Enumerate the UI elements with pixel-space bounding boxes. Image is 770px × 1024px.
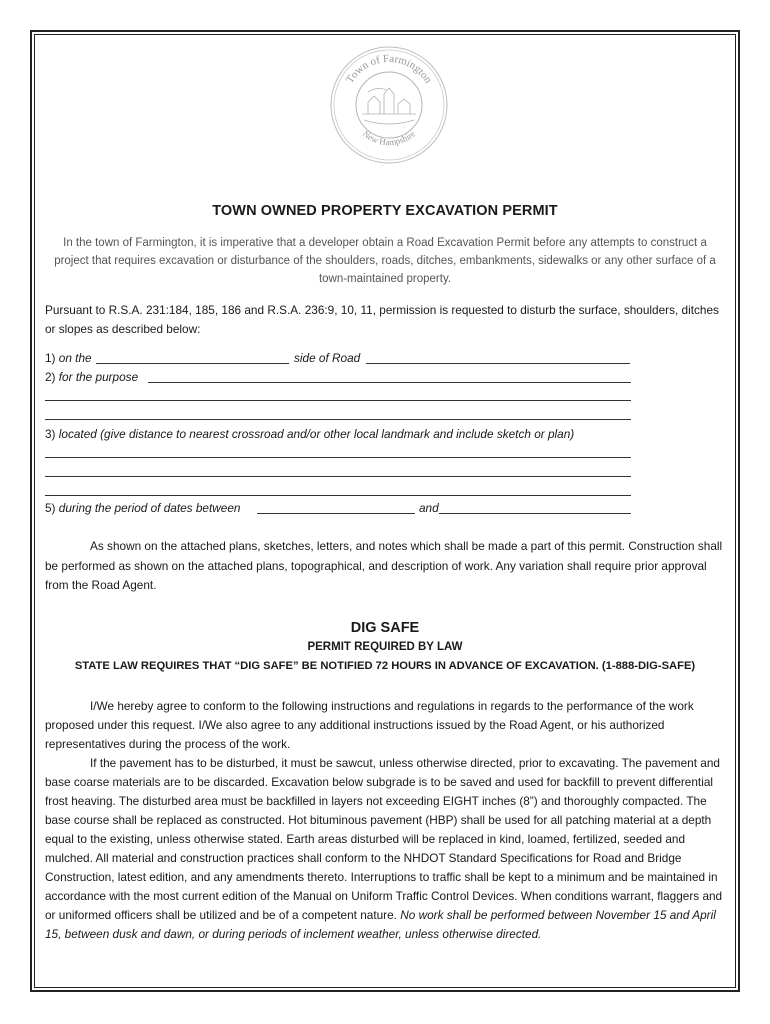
field-1-road-input[interactable]	[366, 350, 630, 364]
field-5-end-date-input[interactable]	[439, 500, 631, 514]
field-5-number: 5)	[45, 501, 59, 515]
dig-safe-heading: DIG SAFE	[350, 620, 420, 636]
field-3-line-3[interactable]	[45, 495, 631, 496]
field-3-label: located (give distance to nearest crossroad and/or other local landmark and include sketch or plan)	[58, 427, 575, 441]
field-1-row	[45, 350, 633, 366]
field-2-row	[45, 369, 633, 385]
svg-text:Town of Farmington	[344, 53, 435, 86]
pavement-text-block	[45, 754, 725, 944]
dig-safe-subheading: PERMIT REQUIRED BY LAW	[307, 641, 463, 653]
plans-paragraph	[45, 537, 725, 596]
field-1-mid-label: side of Road	[294, 351, 361, 365]
page-title: TOWN OWNED PROPERTY EXCAVATION PERMIT	[212, 203, 558, 219]
field-2-number: 2)	[45, 370, 59, 384]
agreement-text: I/We hereby agree to conform to the following instructions and regulations in regards to the performance of the work proposed under this request. I/We also agree to any additional instructions issued by the Road Agent, or his authorized representatives during the process of the work.	[45, 699, 694, 751]
field-2-line-2[interactable]	[45, 400, 631, 401]
plans-text: As shown on the attached plans, sketches, letters, and notes which shall be made a part of this permit. Construction shall be performed as shown on the attached plans, topographical, and description of work. Any variation shall require prior approval from the Road Agent.	[45, 539, 723, 592]
pursuant-paragraph: Pursuant to R.S.A. 231:184, 185, 186 and R.S.A. 236:9, 10, 11, permission is requested to disturb the surface, shoulders, ditches or slopes as described below:	[45, 303, 719, 336]
field-5-label: during the period of dates between	[58, 501, 241, 515]
field-5-row	[45, 500, 633, 516]
field-1-side-input[interactable]	[96, 350, 289, 364]
field-2-purpose-input[interactable]	[148, 369, 631, 383]
svg-text:New Hampshire	[361, 129, 417, 148]
pavement-text: If the pavement has to be disturbed, it must be sawcut, unless otherwise directed, prior to excavating. The pavement and base coarse materials are to be discarded. Excavation below subgrade is to be saved and used for backfill to prevent differential frost heaving. The disturbed area must be backfilled in layers not exceeding EIGHT inches (8”) and thoroughly compacted. The base course shall be replaced as constructed. Hot bituminous pavement (HBP) shall be used for all patching material at a depth equal to the existing, unless otherwise stated. Earth areas disturbed will be replaced in kind, loamed, fertilized, seeded and mulched. All material and construction practices shall conform to the NHDOT Standard Specifications for Road and Bridge Construction, latest edition, and any amendments thereto. Interruptions to traffic shall be kept to a minimum and be maintained in accordance with the most current edition of the Manual on Uniform Traffic Control Devices. When conditions warrant, flaggers and or uniformed officers shall be utilized and be of a competent nature.	[45, 756, 723, 922]
pavement-restriction-text: No work shall be performed between November 15 and April 15, between dusk and dawn, or during periods of inclement weather, unless otherwise directed.	[45, 908, 716, 941]
field-2-label: for the purpose	[58, 370, 139, 384]
seal-top-text: Town of Farmington	[343, 52, 435, 86]
field-3-row	[45, 426, 633, 442]
field-1-label: on the	[58, 351, 92, 365]
seal-bottom-text: New Hampshire	[360, 128, 418, 148]
agreement-paragraph	[45, 697, 725, 754]
field-1-number: 1)	[45, 351, 59, 365]
field-5-mid-label: and	[419, 501, 439, 515]
town-seal-logo	[328, 44, 450, 166]
dig-safe-notice: STATE LAW REQUIRES THAT “DIG SAFE” BE NOTIFIED 72 HOURS IN ADVANCE OF EXCAVATION. (1-888-DIG-SAFE)	[74, 660, 696, 672]
field-2-line-3[interactable]	[45, 419, 631, 420]
field-5-start-date-input[interactable]	[257, 500, 415, 514]
field-3-line-1[interactable]	[45, 457, 631, 458]
field-3-line-2[interactable]	[45, 476, 631, 477]
field-3-number: 3)	[45, 427, 59, 441]
pavement-paragraph	[45, 754, 725, 944]
intro-paragraph: In the town of Farmington, it is imperative that a developer obtain a Road Excavation Permit before any attempts to construct a project that requires excavation or disturbance of the shoulders, roads, ditches, embankments, sidewalks or any other surface of a town-maintained property.	[54, 237, 716, 285]
